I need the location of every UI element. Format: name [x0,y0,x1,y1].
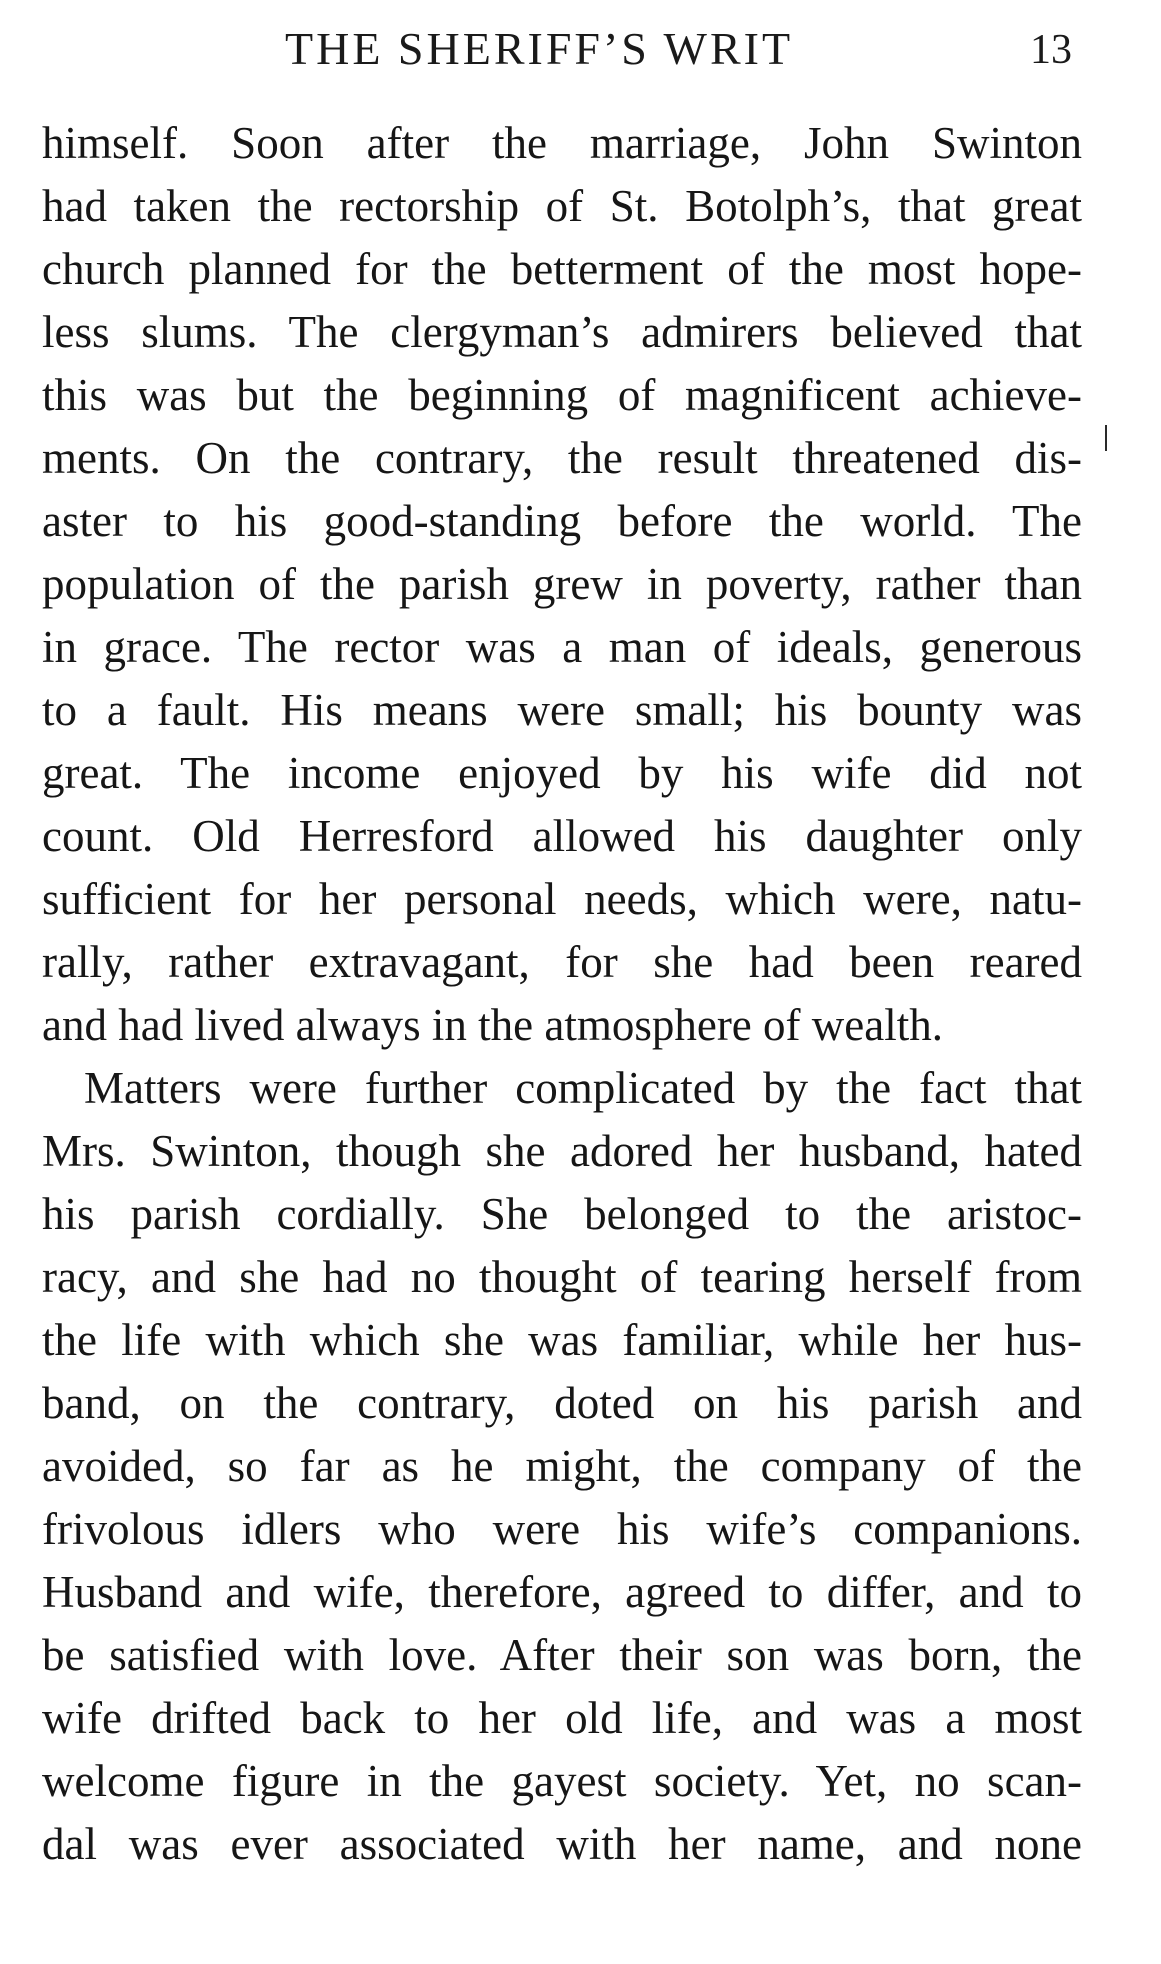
text-line: sufficient for her personal needs, which were, natu- [42,874,1082,924]
body-text [42,112,1082,1876]
text-line: to a fault. His means were small; his bounty was [42,685,1082,735]
paragraph-end-line: and had lived always in the atmosphere of wealth. [42,1000,943,1050]
text-line: had taken the rectorship of St. Botolph’s, that great [42,181,1082,231]
text-line: his parish cordially. She belonged to the aristoc- [42,1189,1082,1239]
text-line: Mrs. Swinton, though she adored her husband, hated [42,1126,1082,1176]
text-line: wife drifted back to her old life, and was a most [42,1693,1082,1743]
text-line: frivolous idlers who were his wife’s companions. [42,1504,1082,1554]
text-line: the life with which she was familiar, while her hus- [42,1315,1082,1365]
margin-mark [1105,425,1107,451]
text-line: avoided, so far as he might, the company of the [42,1441,1082,1491]
text-line: less slums. The clergyman’s admirers believed that [42,307,1082,357]
text-line: church planned for the betterment of the most hope- [42,244,1082,294]
text-line: this was but the beginning of magnificent achieve- [42,370,1082,420]
text-line: aster to his good-standing before the world. The [42,496,1082,546]
text-line: great. The income enjoyed by his wife did not [42,748,1082,798]
text-line: Husband and wife, therefore, agreed to differ, and to [42,1567,1082,1617]
text-line: racy, and she had no thought of tearing herself from [42,1252,1082,1302]
text-line: welcome figure in the gayest society. Yet, no scan- [42,1756,1082,1806]
paragraph-start-line: Matters were further complicated by the fact that [84,1063,1082,1113]
text-line: be satisfied with love. After their son was born, the [42,1630,1082,1680]
running-title: THE SHERIFF’S WRIT [285,23,794,74]
text-line: in grace. The rector was a man of ideals, generous [42,622,1082,672]
text-line: rally, rather extravagant, for she had been reared [42,937,1082,987]
page-number: 13 [1030,27,1072,73]
text-line: himself. Soon after the marriage, John Swinton [42,118,1082,168]
text-line: dal was ever associated with her name, and none [42,1819,1082,1869]
text-line: ments. On the contrary, the result threatened dis- [42,433,1082,483]
text-line: population of the parish grew in poverty, rather than [42,559,1082,609]
text-line: count. Old Herresford allowed his daughter only [42,811,1082,861]
text-line: band, on the contrary, doted on his parish and [42,1378,1082,1428]
